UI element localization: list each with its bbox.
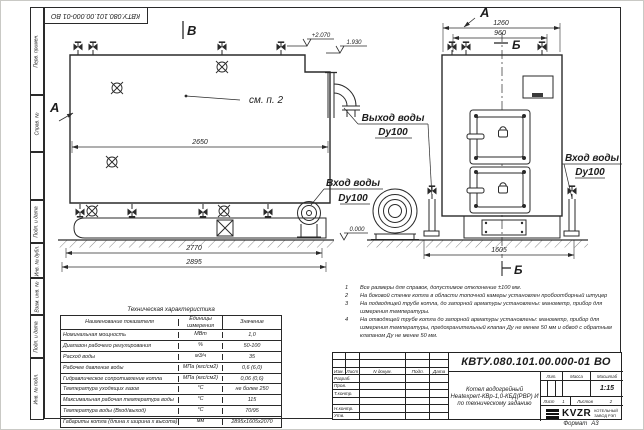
- logo-caption-line1: КОТЕЛЬНЫЙ: [594, 408, 619, 413]
- sign-label: Н.контр.: [333, 405, 360, 411]
- cell: Рабочее давление воды: [61, 365, 179, 371]
- front-left-pipe: [424, 199, 439, 236]
- kvzr-logo-icon: [546, 409, 559, 419]
- dim-2770: 2770: [186, 245, 202, 252]
- tech-characteristics-table: [60, 306, 282, 428]
- cell: %: [179, 343, 223, 349]
- product-name-line3: по техническому заданию: [457, 400, 532, 407]
- note-text: Все размеры для справок, допустимое отклонение ±100 мм.: [360, 285, 522, 291]
- lower-furnace-door: [467, 167, 530, 213]
- cell: 2895х1605х2070: [231, 419, 273, 426]
- table-row: [61, 373, 281, 384]
- note-number: 2: [345, 292, 349, 299]
- section-b2-top-label: Б: [512, 38, 521, 52]
- table-row: [61, 416, 281, 427]
- revision-table: [333, 353, 449, 419]
- lit-cells: [541, 381, 563, 396]
- center-mark-icon: [111, 82, 123, 94]
- cell: °С: [179, 386, 223, 392]
- cell: Гидравлическое сопротивление котла: [61, 376, 179, 382]
- table-row: [61, 351, 281, 362]
- scale-header: Масштаб: [596, 373, 618, 379]
- logo-caption-line2: ЗАВОД РЭП: [594, 413, 616, 418]
- scale-value: 1:15: [599, 385, 614, 392]
- sign-row: [333, 413, 448, 419]
- lit-header: Лит.: [541, 372, 563, 380]
- note-text: На боковой стенке котла в области топочной камеры установлен пробоотборный штуцер: [360, 292, 608, 299]
- sheets-value: 2: [609, 398, 613, 404]
- sign-row: [333, 398, 448, 405]
- sheet-value: 1: [557, 397, 571, 405]
- mass-cell: [563, 381, 591, 396]
- product-name-line1: Котел водогрейный: [465, 386, 524, 393]
- note-number: 4: [345, 316, 349, 323]
- rev-col: Подп.: [406, 368, 430, 374]
- table-row: [61, 340, 281, 351]
- table-row: [61, 394, 281, 405]
- view-b-label: В: [187, 23, 197, 38]
- elevation-marks: [287, 39, 368, 240]
- note-text: На отводящей трубе котла до запорной арматуры установлены: манометр, прибор для измерения температуры, предохранительный клапан Ду не менее 50 мм и обвод с обратным клапаном Ду не менее 50 мм.: [360, 316, 612, 339]
- note-number: 3: [345, 300, 349, 307]
- doc-number-top: КВТУ.080.101.00.000-01 ВО: [51, 12, 141, 19]
- view-a-top-label: А: [480, 5, 490, 20]
- rev-row-empty: [333, 360, 448, 367]
- water-in-right-label-line1: Вход воды: [564, 153, 620, 164]
- sign-label: Пров.: [333, 383, 360, 389]
- callout-dot: [185, 95, 188, 98]
- water-inlet-flange: [297, 202, 321, 238]
- sign-label: Разраб.: [333, 375, 360, 381]
- elevation-zero: 0.000: [349, 227, 365, 233]
- dim-960: 960: [494, 30, 506, 37]
- rev-col: Лист: [346, 368, 359, 374]
- safety-valve-icon: [89, 42, 98, 55]
- rev-col: Изм.: [333, 368, 346, 374]
- lit-mass-scale-values: [541, 381, 623, 397]
- cell: Диапазон рабочего регулирования: [61, 343, 179, 349]
- product-name: [449, 372, 541, 421]
- format-note: [540, 421, 622, 427]
- cell: 1,0: [248, 331, 256, 338]
- safety-valve-icon: [218, 42, 227, 55]
- margin-label: Справ. №: [34, 112, 41, 135]
- view-a-arrow: [59, 113, 73, 121]
- company-logo: [541, 406, 623, 421]
- safety-valve-icon: [277, 42, 286, 55]
- mass-header: Масса: [563, 372, 591, 380]
- notes-list: [345, 285, 619, 341]
- tech-col-value: Значение: [240, 319, 264, 326]
- safety-valve-icon: [74, 42, 83, 55]
- water-out-label-line1: Выход воды: [361, 113, 425, 124]
- sheets-label: Листов: [577, 398, 593, 404]
- top-valve-icon: [462, 42, 471, 55]
- title-block: [332, 352, 622, 420]
- dim-2650: 2650: [192, 139, 208, 146]
- cell: МПа (кгс/см2): [179, 376, 223, 382]
- sign-row: [333, 383, 448, 390]
- dim-1605: 1605: [491, 247, 507, 254]
- table-row: [61, 329, 281, 340]
- cell: Температура воды (Вход/выход): [61, 408, 179, 414]
- rev-row-empty: [333, 353, 448, 360]
- sign-label: Утв.: [333, 413, 360, 419]
- doc-number: КВТУ.080.101.00.000-01 ВО: [449, 353, 623, 372]
- table-row: [61, 383, 281, 394]
- tech-table-grid: [60, 315, 282, 428]
- margin-label: Подп. и дата: [34, 320, 40, 353]
- list-item: [345, 285, 619, 293]
- cell: °С: [179, 408, 223, 414]
- dim-1260: 1260: [493, 20, 509, 27]
- water-in-right-label-line2: Dy100: [575, 167, 605, 178]
- view-a-left-label: А: [50, 100, 60, 115]
- view-a-top-arrow: [464, 18, 475, 27]
- ground-line: [58, 240, 588, 248]
- sign-label: [333, 398, 360, 404]
- cell: Максимальная рабочая температура воды: [61, 397, 179, 403]
- cell: м3/ч: [179, 354, 223, 360]
- cell: 0,06 (0,6): [240, 375, 264, 382]
- product-name-line2: Heatexpert-КВр-1,0-КБД(РВР) И: [450, 393, 539, 400]
- note-text: На подводящей трубе котла, до запорной арматуры установлены: манометр, прибор для измерения температуры.: [360, 300, 603, 315]
- cell: Расход воды: [61, 354, 179, 360]
- margin-label: Взам. инв. №: [34, 281, 40, 312]
- water-in-left-label-line2: Dy100: [338, 193, 368, 204]
- elevation-mid: 1.930: [346, 40, 362, 46]
- margin-label: Инв. № подл.: [34, 373, 40, 405]
- drain-valve-icon: [76, 204, 85, 217]
- center-mark-icon: [218, 205, 230, 217]
- title-block-right: [541, 372, 623, 421]
- margin-label: Перв. примен.: [34, 34, 40, 68]
- cell: 35: [249, 353, 255, 360]
- sheet-label: Лист: [543, 398, 555, 404]
- tech-col-units: Единицы измерения: [179, 316, 223, 328]
- lit-mass-scale-header: [541, 372, 623, 381]
- cell: Температура уходящих газов: [61, 386, 179, 392]
- water-out-label-line2: Dy100: [378, 127, 408, 138]
- top-valve-icon: [538, 42, 547, 55]
- section-b2-bottom-label: Б: [514, 263, 523, 277]
- rev-col: N докум.: [360, 368, 407, 374]
- center-mark-icon: [216, 61, 228, 73]
- cell: не более 250: [235, 386, 269, 393]
- cell: МПа (кгс/см2): [179, 365, 223, 371]
- cell: °С: [179, 397, 223, 403]
- sign-label: Т.контр.: [333, 390, 360, 396]
- note-number: 1: [345, 285, 349, 291]
- top-valve-icon: [448, 42, 457, 55]
- format-label: Формат: [563, 421, 588, 427]
- center-mark-icon: [106, 156, 118, 168]
- table-row: [61, 362, 281, 373]
- margin-label: Подп. и дата: [34, 205, 40, 238]
- sign-row: [333, 390, 448, 397]
- tech-table-title: Техническая характеристика: [127, 306, 215, 313]
- cell: 0,6 (6,0): [241, 364, 263, 371]
- tech-col-name: Наименование показателя: [61, 319, 179, 325]
- callout-leader: [186, 96, 240, 100]
- sheet-row: [541, 397, 623, 406]
- rev-row-header: [333, 368, 448, 375]
- kvzr-logo-text: KVZR: [561, 408, 592, 419]
- sign-row: [333, 405, 448, 412]
- cell: мм: [179, 419, 223, 425]
- cell: Номинальная мощность: [61, 332, 179, 338]
- list-item: [345, 317, 619, 341]
- upper-furnace-door: [467, 110, 530, 164]
- format-value: А3: [591, 421, 599, 427]
- drain-valve-icon: [199, 204, 208, 217]
- water-in-left-label-line1: Вход воды: [325, 178, 381, 189]
- cell: МВт: [179, 332, 223, 338]
- rev-col: Дата: [433, 368, 446, 374]
- center-mark-icon: [86, 205, 98, 217]
- drain-valve-icon: [264, 204, 273, 217]
- front-right-pipe: [564, 199, 579, 236]
- tech-table-header: [61, 316, 281, 329]
- blower-fan: [371, 189, 419, 240]
- sign-row: [333, 375, 448, 382]
- cell: 115: [247, 397, 257, 404]
- callout-see-p2: см. п. 2: [248, 95, 284, 106]
- cell: 50-100: [243, 342, 261, 349]
- drain-valve-icon: [128, 204, 137, 217]
- margin-label: Инв. № дубл.: [34, 245, 40, 276]
- elevation-top: +2.070: [311, 33, 331, 39]
- list-item: [345, 293, 619, 301]
- list-item: [345, 301, 619, 317]
- kvzr-logo-caption: [594, 409, 618, 418]
- dim-2895: 2895: [186, 259, 202, 266]
- table-row: [61, 405, 281, 416]
- cell: Габариты котла (длина х ширина х высота): [63, 419, 178, 426]
- cell: 70/95: [245, 408, 259, 415]
